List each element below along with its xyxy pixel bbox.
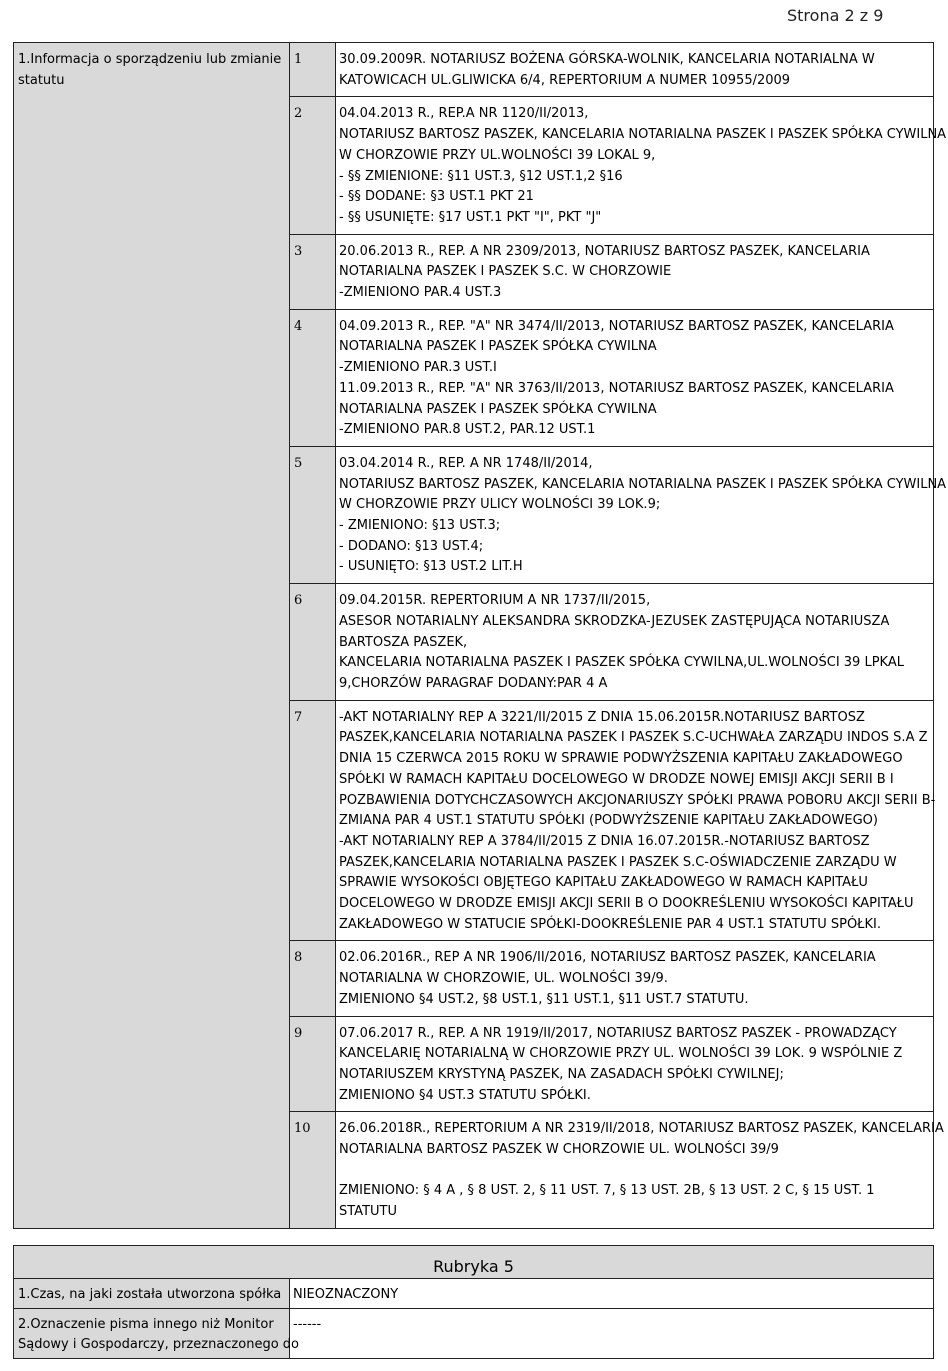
entry-line: -ZMIENIONO PAR.8 UST.2, PAR.12 UST.1 [339, 422, 596, 438]
entry-line: ZAKŁADOWEGO W STATUCIE SPÓŁKI-DOOKREŚLENIE PAR 4 UST.1 STATUTU SPÓŁKI. [339, 916, 881, 932]
entry-line: W CHORZOWIE PRZY ULICY WOLNOŚCI 39 LOK.9; [339, 497, 661, 513]
label-line: Sądowy i Gospodarczy, przeznaczonego do [18, 1337, 299, 1353]
entry-line: -AKT NOTARIALNY REP A 3221/II/2015 Z DNIA 15.06.2015R.NOTARIUSZ BARTOSZ [339, 709, 865, 725]
page-number: Strona 2 z 9 [787, 6, 884, 25]
entry-number: 7 [290, 700, 336, 941]
entry-line: - §§ ZMIENIONE: §11 UST.3, §12 UST.1,2 §16 [339, 168, 623, 184]
entry-content [336, 1112, 944, 1229]
entry-line: - §§ USUNIĘTE: §17 UST.1 PKT "I", PKT "J" [339, 209, 602, 225]
entry-line [339, 1161, 929, 1182]
entry-line: NOTARIALNA PASZEK I PASZEK SPÓŁKA CYWILNA [339, 339, 657, 355]
entry-line: 09.04.2015R. REPERTORIUM A NR 1737/II/2015, [339, 593, 651, 609]
entry-line: - USUNIĘTO: §13 UST.2 LIT.H [339, 559, 523, 575]
entry-line: ZMIENIONO §4 UST.2, §8 UST.1, §11 UST.1, §11 UST.7 STATUTU. [339, 991, 749, 1007]
rubryka-row [14, 1308, 934, 1358]
entry-line: NOTARIUSZ BARTOSZ PASZEK, KANCELARIA NOTARIALNA PASZEK I PASZEK SPÓŁKA CYWILNA [339, 127, 947, 143]
entry-line: NOTARIUSZ BARTOSZ PASZEK, KANCELARIA NOTARIALNA PASZEK I PASZEK SPÓŁKA CYWILNA [339, 476, 947, 492]
entry-line: -AKT NOTARIALNY REP A 3784/II/2015 Z DNIA 16.07.2015R.-NOTARIUSZ BARTOSZ [339, 833, 870, 849]
entry-line: W CHORZOWIE PRZY UL.WOLNOŚCI 39 LOKAL 9, [339, 147, 656, 163]
statute-entry-row [14, 43, 934, 97]
entry-line: - DODANO: §13 UST.4; [339, 538, 484, 554]
entry-line: NOTARIALNA W CHORZOWIE, UL. WOLNOŚCI 39/9. [339, 971, 668, 987]
entry-content [336, 43, 934, 97]
entry-line: SPÓŁKI W RAMACH KAPITAŁU DOCELOWEGO W DRODZE NOWEJ EMISJI AKCJI SERII B I [339, 771, 894, 787]
entry-line: SPRAWIE WYSOKOŚCI OBJĘTEGO KAPITAŁU ZAKŁADOWEGO W RAMACH KAPITAŁU [339, 875, 868, 891]
entry-number: 8 [290, 941, 336, 1016]
entry-content [336, 97, 947, 234]
entry-line: 26.06.2018R., REPERTORIUM A NR 2319/II/2018, NOTARIUSZ BARTOSZ PASZEK, KANCELARIA [339, 1121, 944, 1137]
entry-number: 1 [290, 43, 336, 97]
rubryka-row-label [14, 1308, 299, 1358]
entry-content [336, 1016, 934, 1112]
entry-line: 20.06.2013 R., REP. A NR 2309/2013, NOTARIUSZ BARTOSZ PASZEK, KANCELARIA [339, 243, 870, 259]
entry-line: ZMIENIONO §4 UST.3 STATUTU SPÓŁKI. [339, 1087, 591, 1103]
entry-number: 4 [290, 309, 336, 446]
entry-number: 10 [290, 1112, 336, 1229]
entry-line: PASZEK,KANCELARIA NOTARIALNA PASZEK I PASZEK S.C-UCHWAŁA ZARZĄDU INDOS S.A Z [339, 730, 928, 746]
rubryka-title: Rubryka 5 [14, 1246, 934, 1279]
entry-line: 9,CHORZÓW PARAGRAF DODANY:PAR 4 A [339, 675, 608, 691]
entry-number: 3 [290, 234, 336, 309]
rubryka-row-value: NIEOZNACZONY [290, 1279, 934, 1309]
label-line: statutu [18, 72, 65, 88]
entry-line: 04.04.2013 R., REP.A NR 1120/II/2013, [339, 106, 589, 122]
entry-line: 11.09.2013 R., REP. "A" NR 3763/II/2013, NOTARIUSZ BARTOSZ PASZEK, KANCELARIA [339, 380, 894, 396]
entry-line: 07.06.2017 R., REP. A NR 1919/II/2017, NOTARIUSZ BARTOSZ PASZEK - PROWADZĄCY [339, 1025, 897, 1041]
entry-line: - §§ DODANE: §3 UST.1 PKT 21 [339, 189, 534, 205]
entry-content [336, 234, 934, 309]
rubryka-5-table [13, 1245, 934, 1359]
entry-line: BARTOSZA PASZEK, [339, 634, 468, 650]
statute-table [13, 42, 947, 1229]
entry-number: 5 [290, 446, 336, 583]
rubryka-row-value: ------ [290, 1308, 934, 1358]
entry-line: NOTARIALNA BARTOSZ PASZEK W CHORZOWIE UL. WOLNOŚCI 39/9 [339, 1142, 779, 1158]
entry-line: 30.09.2009R. NOTARIUSZ BOŻENA GÓRSKA-WOLNIK, KANCELARIA NOTARIALNA W [339, 52, 875, 67]
entry-line: STATUTU [339, 1204, 397, 1220]
entry-line: ZMIANA PAR 4 UST.1 STATUTU SPÓŁKI (PODWYŻSZENIE KAPITAŁU ZAKŁADOWEGO) [339, 813, 878, 829]
rubryka-row [14, 1279, 934, 1309]
entry-line: NOTARIALNA PASZEK I PASZEK S.C. W CHORZOWIE [339, 264, 672, 280]
entry-content [336, 700, 934, 941]
entry-number: 6 [290, 584, 336, 701]
entry-line: NOTARIUSZEM KRYSTYNĄ PASZEK, NA ZASADACH SPÓŁKI CYWILNEJ; [339, 1066, 784, 1082]
entry-line: - ZMIENIONO: §13 UST.3; [339, 518, 501, 534]
entry-number: 9 [290, 1016, 336, 1112]
rubryka-row-label [14, 1279, 290, 1309]
entry-content [336, 446, 947, 583]
entry-line: NOTARIALNA PASZEK I PASZEK SPÓŁKA CYWILNA [339, 401, 657, 417]
entry-line: DOCELOWEGO W DRODZE EMISJI AKCJI SERII B O DOOKREŚLENIU WYSOKOŚCI KAPITAŁU [339, 896, 914, 912]
entry-line: ASESOR NOTARIALNY ALEKSANDRA SKRODZKA-JEZUSEK ZASTĘPUJĄCA NOTARIUSZA [339, 613, 890, 629]
entry-line: -ZMIENIONO PAR.3 UST.I [339, 360, 497, 376]
entry-line: KANCELARIĘ NOTARIALNĄ W CHORZOWIE PRZY UL. WOLNOŚCI 39 LOK. 9 WSPÓLNIE Z [339, 1046, 903, 1062]
entry-line: DNIA 15 CZERWCA 2015 ROKU W SPRAWIE PODWYŻSZENIA KAPITAŁU ZAKŁADOWEGO [339, 751, 903, 767]
label-line: 1.Informacja o sporządzeniu lub zmianie [18, 52, 282, 67]
entry-line: ZMIENIONO: § 4 A , § 8 UST. 2, § 11 UST. 7, § 13 UST. 2B, § 13 UST. 2 C, § 15 UST. 1 [339, 1183, 875, 1199]
entry-content [336, 941, 934, 1016]
entry-line: KATOWICACH UL.GLIWICKA 6/4, REPERTORIUM A NUMER 10955/2009 [339, 72, 791, 88]
entry-line: KANCELARIA NOTARIALNA PASZEK I PASZEK SPÓŁKA CYWILNA,UL.WOLNOŚCI 39 LPKAL [339, 655, 904, 671]
entry-line: -ZMIENIONO PAR.4 UST.3 [339, 285, 502, 301]
entry-content [336, 584, 934, 701]
statute-section-label [14, 43, 290, 1229]
entry-line: 04.09.2013 R., REP. "A" NR 3474/II/2013, NOTARIUSZ BARTOSZ PASZEK, KANCELARIA [339, 318, 894, 334]
entry-content [336, 309, 934, 446]
entry-number: 2 [290, 97, 336, 234]
label-line: 2.Oznaczenie pisma innego niż Monitor [18, 1316, 274, 1332]
entry-line: 02.06.2016R., REP A NR 1906/II/2016, NOTARIUSZ BARTOSZ PASZEK, KANCELARIA [339, 950, 876, 966]
entry-line: POZBAWIENIA DOTYCHCZASOWYCH AKCJONARIUSZY SPÓŁKI PRAWA POBORU AKCJI SERII B- [339, 792, 936, 808]
entry-line: 03.04.2014 R., REP. A NR 1748/II/2014, [339, 455, 593, 471]
entry-line: PASZEK,KANCELARIA NOTARIALNA PASZEK I PASZEK S.C-OŚWIADCZENIE ZARZĄDU W [339, 854, 897, 870]
label-line: 1.Czas, na jaki została utworzona spółka [18, 1287, 282, 1302]
